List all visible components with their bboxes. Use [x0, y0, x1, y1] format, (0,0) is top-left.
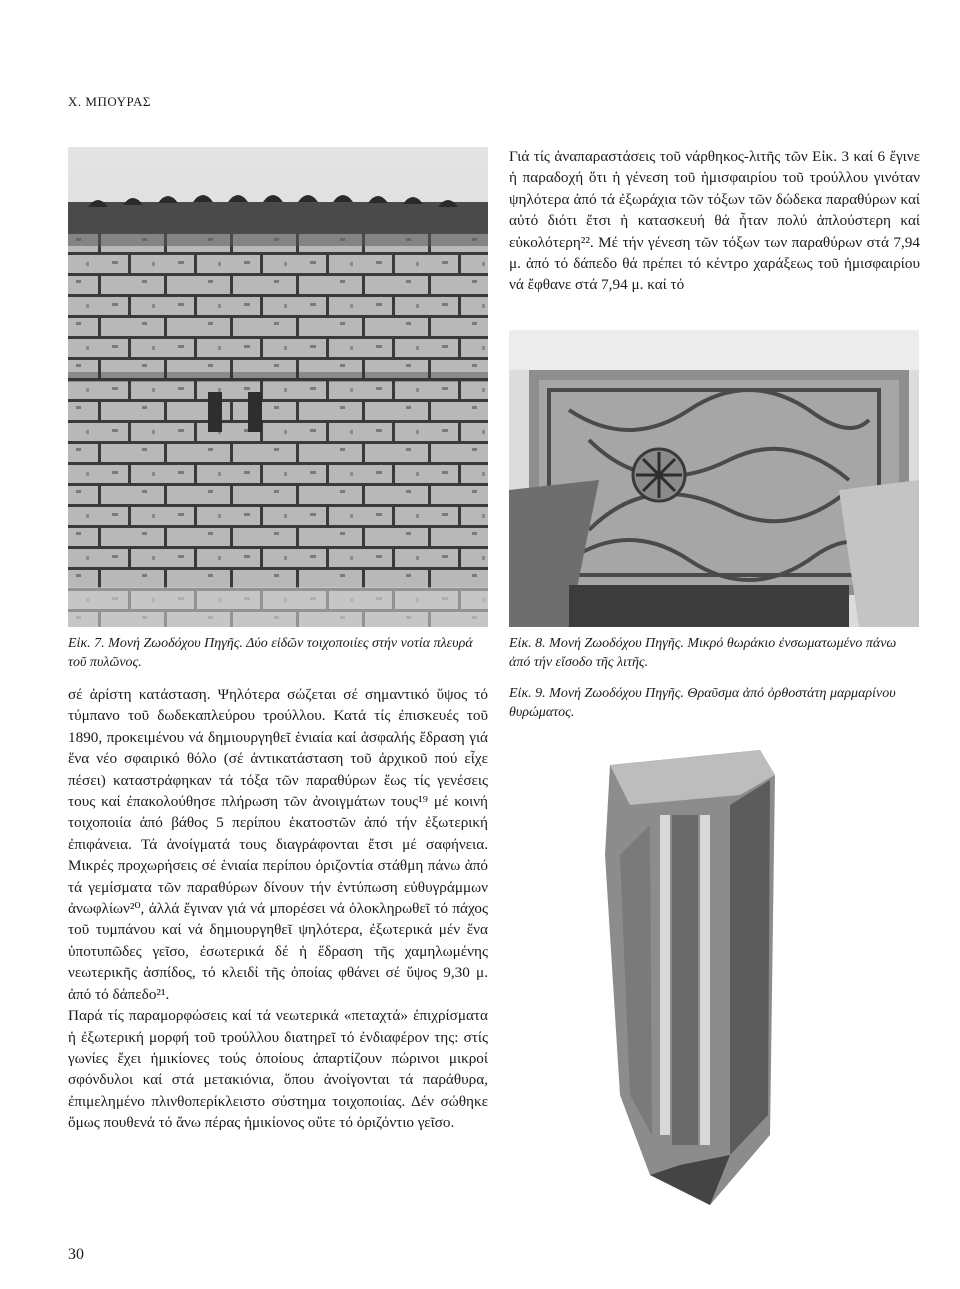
running-head: Χ. ΜΠΟΥΡΑΣ	[68, 94, 151, 109]
figure-8-caption-text: Μονή Ζωοδόχου Πηγῆς. Μικρό θωράκιο ἐνσωματωμένο πάνω ἀπό τήν εἴσοδο τῆς λιτῆς.	[509, 636, 897, 670]
left-column-text	[68, 684, 488, 1134]
page-number: 30	[68, 1246, 84, 1263]
figure-7-label: Εἰκ. 7.	[68, 636, 105, 651]
figure-8-caption	[509, 634, 919, 672]
figure-8-label: Εἰκ. 8.	[509, 636, 546, 651]
right-column-text	[509, 146, 920, 296]
right-column-paragraph: Γιά τίς ἀναπαραστάσεις τοῦ νάρθηκος-λιτῆς τῶν Εἰκ. 3 καί 6 ἔγινε ἡ παραδοχή ὅτι ἡ γένεση τοῦ ἡμισφαιρίου τοῦ τρούλλου γινόταν ψηλότερα ἀπό τά ἐξωράχια τῶν τόξων τῶν δώδεκα παραθύρων καί αὐτό διότι ἔτσι ἡ κατασκευή θά ἦταν πολύ ἀπλούστερη καί εὐκολότερη²². Μέ τήν γένεση τῶν τόξων των παραθύρων στά 7,94 μ. ἀπό τό δάπεδο θά πρέπει τό κέντρο χαράξεως τοῦ ἡμισφαιρίου νά ἔφθανε στά 7,94 μ. καί τό	[509, 148, 920, 294]
figure-7-photo	[68, 147, 488, 627]
figure-9-label: Εἰκ. 9.	[509, 686, 546, 701]
figure-8-photo	[509, 330, 919, 627]
figure-9-photo	[590, 735, 790, 1215]
figure-9-caption	[509, 684, 919, 722]
marble-fragment-image	[590, 735, 790, 1215]
figure-7-caption	[68, 634, 486, 672]
figure-7-caption-text: Μονή Ζωοδόχου Πηγῆς. Δύο εἰδῶν τοιχοποιίες στήν νοτία πλευρά τοῦ πυλῶνος.	[68, 636, 473, 670]
carved-slab-image	[509, 330, 919, 627]
figure-9-caption-text: Μονή Ζωοδόχου Πηγῆς. Θραῦσμα ἀπό ὀρθοστάτη μαρμαρίνου θυρώματος.	[509, 686, 896, 720]
left-paragraph-1: σέ ἀρίστη κατάσταση. Ψηλότερα σώζεται σέ σημαντικό ὕψος τό τύμπανο τοῦ δωδεκαπλεύρου τρούλλου. Κατά τίς ἐπισκευές τοῦ 1890, προκειμένου νά δημιουργηθεῖ ἑνιαία καί ἀσφαλής ἕδραση γιά ἕνα νέο σφαιρικό θόλο (σέ ἀντικατάσταση τοῦ ἀρχικοῦ πού εἶχε πέσει) καταστράφηκαν τά τόξα τῶν παραθύρων ἕως τίς γενέσεις τους καί ἐπακολούθησε πλήρωση τῶν ἀνοιγμάτων τους¹⁹ μέ κοινή τοιχοποιία ἀπό βάθος 5 περίπου ἑκατοστῶν ἀπό τήν ἐξωτερική ἐπιφάνεια. Τά ἀνοίγματά τους διαγράφονται ἔτσι μέ σαφήνεια. Μικρές προχωρήσεις σέ ἑνιαία περίπου ὁριζοντία στάθμη πάνω ἀπό τά γεμίσματα τῶν παραθύρων δίνουν τήν ἐντύπωση εὐθυγράμμων ἀνωφλίων²⁰, ἀλλά ἔγιναν γιά νά μπορέσει νά ὁλοκληρωθεῖ τό πάχος τοῦ τυμπάνου καί νά δημιουργηθεῖ ψηλότερα, ἐξωτερικά μέν ἕνα ὑποτυπῶδες γεῖσο, ἐσωτερικά δέ ἡ ἕδραση τῆς χαμηλωμένης νεωτερικῆς ἀσπίδος, τό κλειδί τῆς ὁποίας φθάνει σέ ὕψος 9,30 μ. ἀπό τό δάπεδο²¹.	[68, 686, 488, 1003]
masonry-wall-image	[68, 147, 488, 627]
left-paragraph-2: Παρά τίς παραμορφώσεις καί τά νεωτερικά «πεταχτά» ἐπιχρίσματα ἡ ἐξωτερική μορφή τοῦ τρούλλου διατηρεῖ τό ἐνδιαφέρον της: στίς γωνίες ἔχει ἡμικίονες τούς ὁποίους ἀπαρτίζουν πώρινοι μικροί σφόνδυλοι καί στά μετακιόνια, ὅπου ἀνοίγονται τά παράθυρα, ἐπιμελημένο πλινθοπερίκλειστο σύστημα τοιχοποιίας. Δέν σώθηκε ὅμως πουθενά τό ἄνω πέρας ἡμικίονος οὔτε τό ὁριζόντιο γεῖσο.	[68, 1007, 488, 1132]
